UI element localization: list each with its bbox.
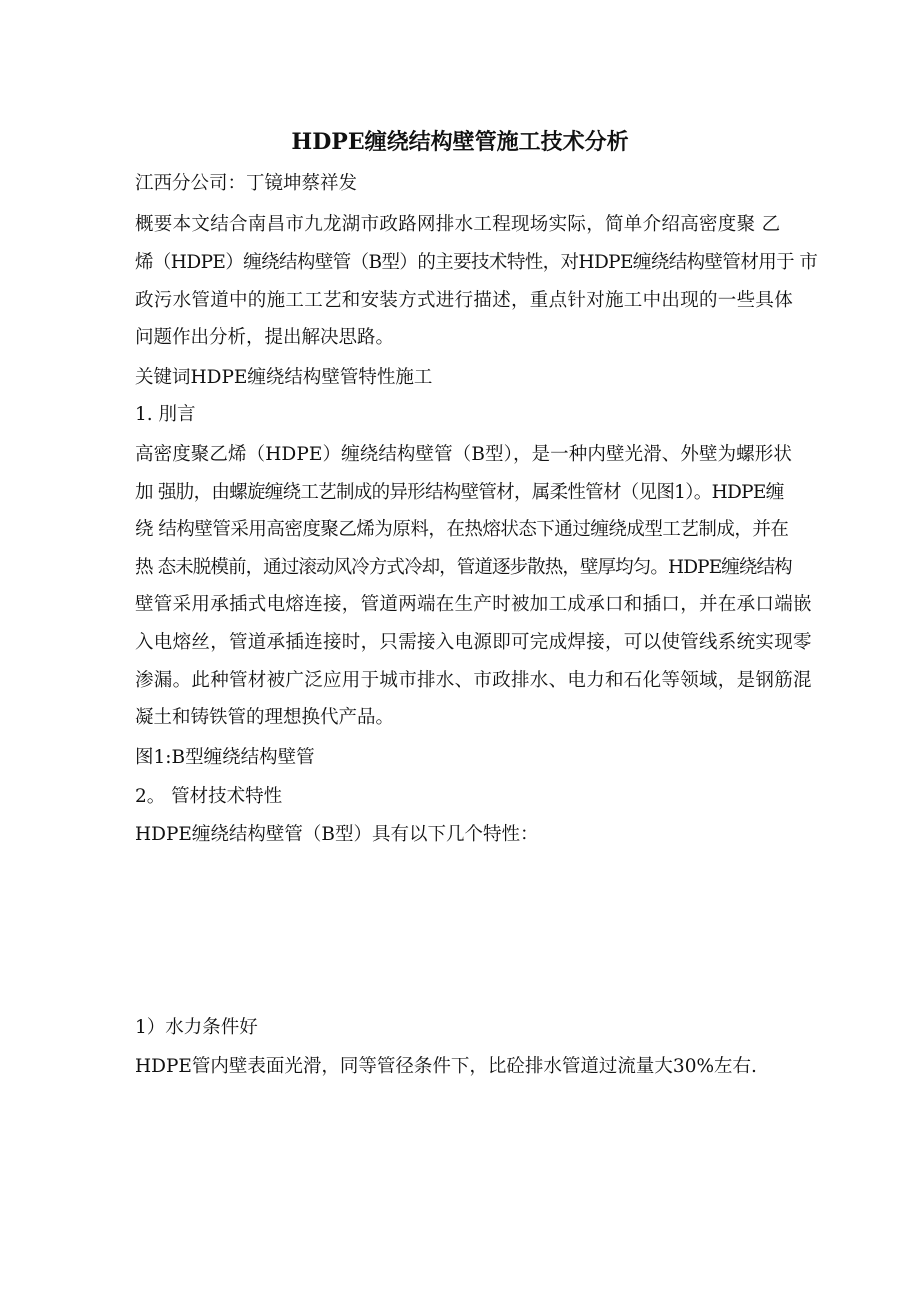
abstract-line: 政污水管道中的施工工艺和安装方式进行描述，重点针对施工中出现的一些具体: [135, 290, 794, 311]
body-line: 热 态未脱模前，通过滚动风冷方式冷却，管道逐步散热，壁厚均匀。HDPE缠绕结构: [135, 557, 792, 578]
body-line: 渗漏。此种管材被广泛应用于城市排水、市政排水、电力和石化等领域，是钢筋混: [135, 670, 812, 691]
section-1-heading: 1. 刖言: [135, 404, 196, 425]
item-1-heading: 1）水力条件好: [135, 1017, 258, 1038]
keywords-line: 关键词HDPE缠绕结构壁管特性施工: [135, 367, 433, 388]
body-line: 高密度聚乙烯（HDPE）缠绕结构壁管（B型），是一种内壁光滑、外壁为螺形状: [135, 444, 792, 465]
body-line: 入电熔丝，管道承插连接时，只需接入电源即可完成焊接，可以使管线系统实现零: [135, 632, 812, 653]
author-line: 江西分公司：丁镜坤蔡祥发: [135, 173, 358, 194]
section-2-heading: 2。 管材技术特性: [135, 786, 283, 807]
body-line: 凝土和铸铁管的理想换代产品。: [135, 707, 395, 728]
abstract-line: 概要本文结合南昌市九龙湖市政路网排水工程现场实际，简单介绍高密度聚 乙: [135, 214, 781, 235]
section-2-intro: HDPE缠绕结构壁管（B型）具有以下几个特性：: [135, 824, 539, 845]
abstract-line: 问题作出分析，提出解决思路。: [135, 327, 395, 348]
document-title: HDPE缠绕结构壁管施工技术分析: [291, 129, 629, 155]
body-line: 壁管采用承插式电熔连接，管道两端在生产时被加工成承口和插口，并在承口端嵌: [135, 594, 812, 615]
item-1-body: HDPE管内壁表面光滑，同等管径条件下，比砼排水管道过流量大30%左右.: [135, 1056, 757, 1077]
body-line: 加 强肋，由螺旋缠绕工艺制成的异形结构壁管材，属柔性管材（见图1）。HDPE缠: [135, 482, 784, 503]
figure-caption: 图1:B型缠绕结构壁管: [135, 747, 315, 768]
body-line: 绕 结构壁管采用高密度聚乙烯为原料，在热熔状态下通过缠绕成型工艺制成，并在: [135, 519, 789, 540]
abstract-line: 烯（HDPE）缠绕结构壁管（B型）的主要技术特性，对HDPE缠绕结构壁管材用于 市: [135, 252, 818, 273]
